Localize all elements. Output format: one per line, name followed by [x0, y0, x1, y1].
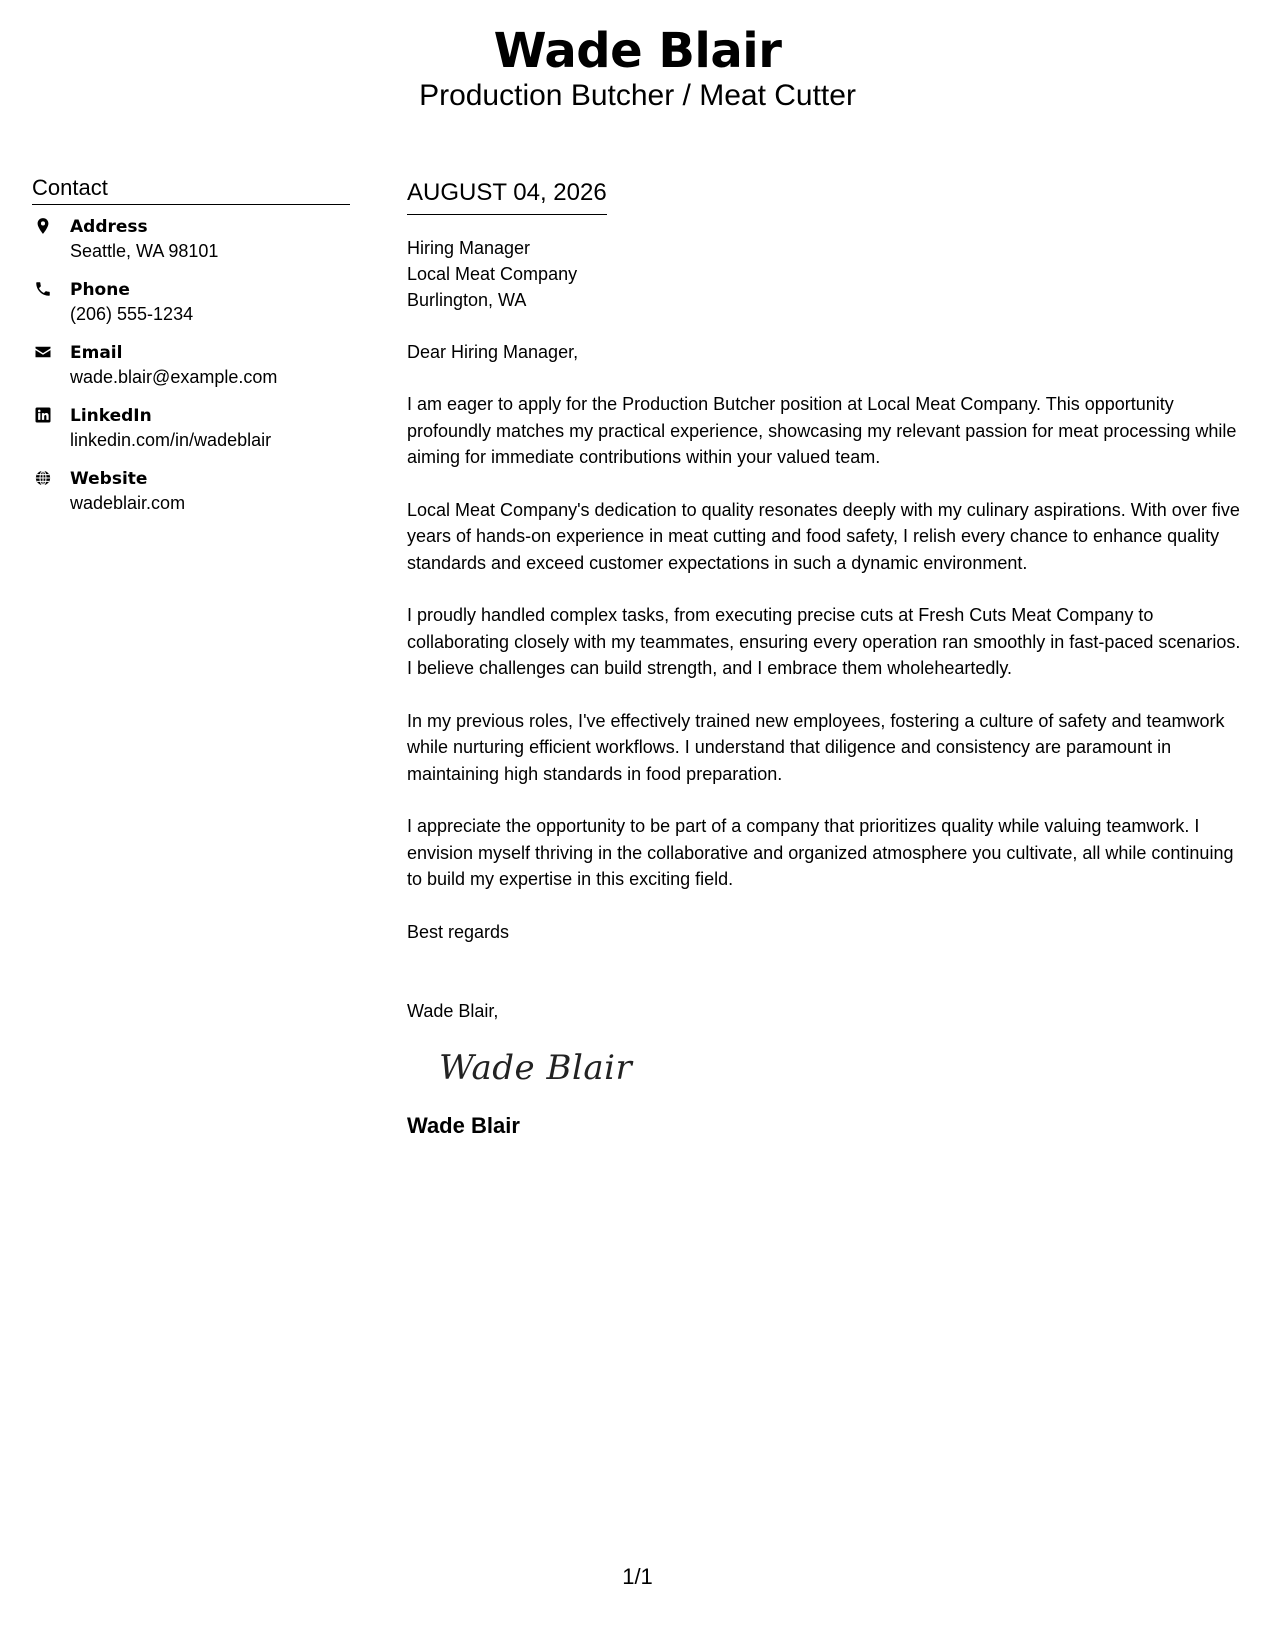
contact-value: linkedin.com/in/wadeblair	[70, 430, 272, 450]
recipient-line: Burlington, WA	[407, 290, 527, 310]
handwritten-signature: Wade Blair	[439, 1047, 633, 1088]
contact-sidebar	[32, 174, 350, 530]
body-paragraph: I appreciate the opportunity to be part of a company that prioritizes quality while valuing teamwork. I envision myself thriving in the collaborative and organized atmosphere you cultivate, all while continuing to build my expertise in this exciting field.	[407, 816, 1234, 889]
contact-item-email	[32, 341, 350, 404]
recipient-line: Local Meat Company	[407, 264, 578, 284]
contact-item-address	[32, 215, 350, 278]
globe-icon	[34, 469, 52, 487]
contact-label: Address	[70, 217, 148, 237]
contact-value: wadeblair.com	[70, 493, 186, 513]
contact-item-linkedin	[32, 404, 350, 467]
contact-label: Phone	[70, 280, 130, 300]
contact-label: Website	[70, 469, 148, 489]
body-paragraph: In my previous roles, I've effectively trained new employees, fostering a culture of safety and teamwork while nurturing efficient workflows. I understand that diligence and consistency are paramount in maintaining high standards in food preparation.	[407, 710, 1225, 784]
contact-value: wade.blair@example.com	[70, 367, 278, 387]
recipient-line: Hiring Manager	[407, 238, 531, 258]
contact-item-phone	[32, 278, 350, 341]
contact-item-website	[32, 467, 350, 530]
contact-section-title: Contact	[32, 174, 350, 205]
contact-value: (206) 555-1234	[70, 304, 194, 324]
applicant-role: Production Butcher / Meat Cutter	[419, 79, 856, 112]
letter-date: AUGUST 04, 2026	[407, 178, 607, 215]
phone-icon	[34, 280, 52, 298]
contact-value: Seattle, WA 98101	[70, 241, 219, 261]
contact-label: Email	[70, 343, 123, 363]
signature-name: Wade Blair	[407, 1112, 520, 1138]
recipient-block	[407, 235, 1247, 313]
applicant-name: Wade Blair	[493, 23, 782, 79]
closing: Best regards	[407, 921, 510, 942]
map-pin-icon	[34, 217, 52, 235]
salutation: Dear Hiring Manager,	[407, 342, 579, 362]
body-paragraph: Local Meat Company's dedication to quality resonates deeply with my culinary aspirations. With over five years of hands-on experience in meat cutting and food safety, I relish every chance to enhance quality standards and exceed customer expectations in such a dynamic environment.	[407, 499, 1240, 573]
body-paragraph: I proudly handled complex tasks, from executing precise cuts at Fresh Cuts Meat Company to collaborating closely with my teammates, ensuring every operation ran smoothly in fast-paced scenarios. I believe challenges can build strength, and I embrace them wholeheartedly.	[407, 605, 1241, 678]
page-number: 1/1	[622, 1564, 653, 1589]
contact-label: LinkedIn	[70, 406, 152, 426]
signoff: Wade Blair,	[407, 1000, 499, 1021]
body-paragraph: I am eager to apply for the Production Butcher position at Local Meat Company. This opportunity profoundly matches my practical experience, showcasing my relevant passion for meat processing while aiming for immediate contributions within your valued team.	[407, 394, 1237, 467]
linkedin-icon	[34, 406, 52, 424]
envelope-icon	[34, 343, 52, 361]
letter-header	[0, 22, 1275, 114]
contact-list	[32, 215, 350, 530]
letter-body	[407, 178, 1247, 1140]
